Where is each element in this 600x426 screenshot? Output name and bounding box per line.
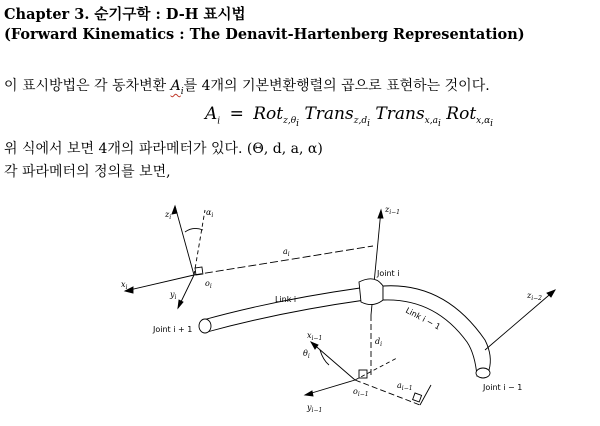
ai1-label: $a_{i-1}$ bbox=[397, 381, 413, 392]
zi1-label: $z_{i-1}$ bbox=[385, 205, 400, 216]
definition-paragraph: 각 파라메터의 정의를 보면, bbox=[4, 164, 171, 180]
oi-label: $o_i$ bbox=[205, 279, 212, 290]
zi-label: $z_i$ bbox=[165, 210, 172, 221]
zi-axis bbox=[175, 206, 194, 275]
dh-equation: $A_i = Rot_{z,\theta_i}$ Trans$_{z,d_i}$ Trans$_{x,a_i}$ Rot$_{x,\alpha_i}$ bbox=[205, 104, 494, 130]
chapter-subtitle: (Forward Kinematics : The Denavit-Hartenberg Representation) bbox=[4, 26, 525, 43]
eq-term-1: Rot$_{z,\theta_i}$ bbox=[253, 104, 300, 130]
eq-term-4: Rot$_{x,\alpha_i}$ bbox=[446, 104, 494, 130]
xi-label: $x_i$ bbox=[121, 280, 128, 291]
joint-i-minus-label: Joint i − 1 bbox=[483, 383, 523, 392]
joint-i-plus-label: Joint i + 1 bbox=[153, 325, 193, 334]
intro-variable: $A_i$ bbox=[170, 78, 184, 97]
zi2-label: $z_{i-2}$ bbox=[527, 291, 542, 302]
xi1-label: $x_{i-1}$ bbox=[307, 331, 323, 342]
yi-label: $y_i$ bbox=[170, 290, 177, 301]
eq-term-2: Trans$_{z,d_i}$ bbox=[304, 104, 370, 130]
chapter-title: Chapter 3. 순기구학 : D-H 표시법 bbox=[4, 6, 246, 23]
intro-paragraph bbox=[4, 75, 490, 97]
theta-i-label: $\theta_i$ bbox=[303, 349, 310, 360]
link-i-minus-label: Link i − 1 bbox=[404, 305, 442, 332]
zi2-axis bbox=[485, 290, 555, 350]
ai-label: $a_i$ bbox=[283, 247, 290, 258]
eq-term-3: Trans$_{x,a_i}$ bbox=[375, 104, 441, 130]
oi1-label: $o_{i-1}$ bbox=[353, 387, 369, 398]
params-paragraph: 위 식에서 보면 4개의 파라메터가 있다. (Θ, d, a, α) bbox=[4, 141, 323, 157]
dh-diagram bbox=[115, 190, 565, 426]
intro-suffix: 를 4개의 기본변환행렬의 곱으로 표현하는 것이다. bbox=[183, 78, 490, 94]
yi1-label: $y_{i-1}$ bbox=[307, 403, 323, 414]
di-label: $d_i$ bbox=[375, 337, 383, 348]
alpha-i-label: $\alpha_i$ bbox=[206, 208, 214, 219]
xi-axis bbox=[125, 275, 194, 291]
link-i-label: Link i bbox=[275, 295, 297, 304]
joint-i-label: Joint i bbox=[377, 269, 400, 278]
xi1-axis bbox=[311, 342, 355, 380]
intro-prefix: 이 표시방법은 각 동차변환 bbox=[4, 78, 171, 94]
